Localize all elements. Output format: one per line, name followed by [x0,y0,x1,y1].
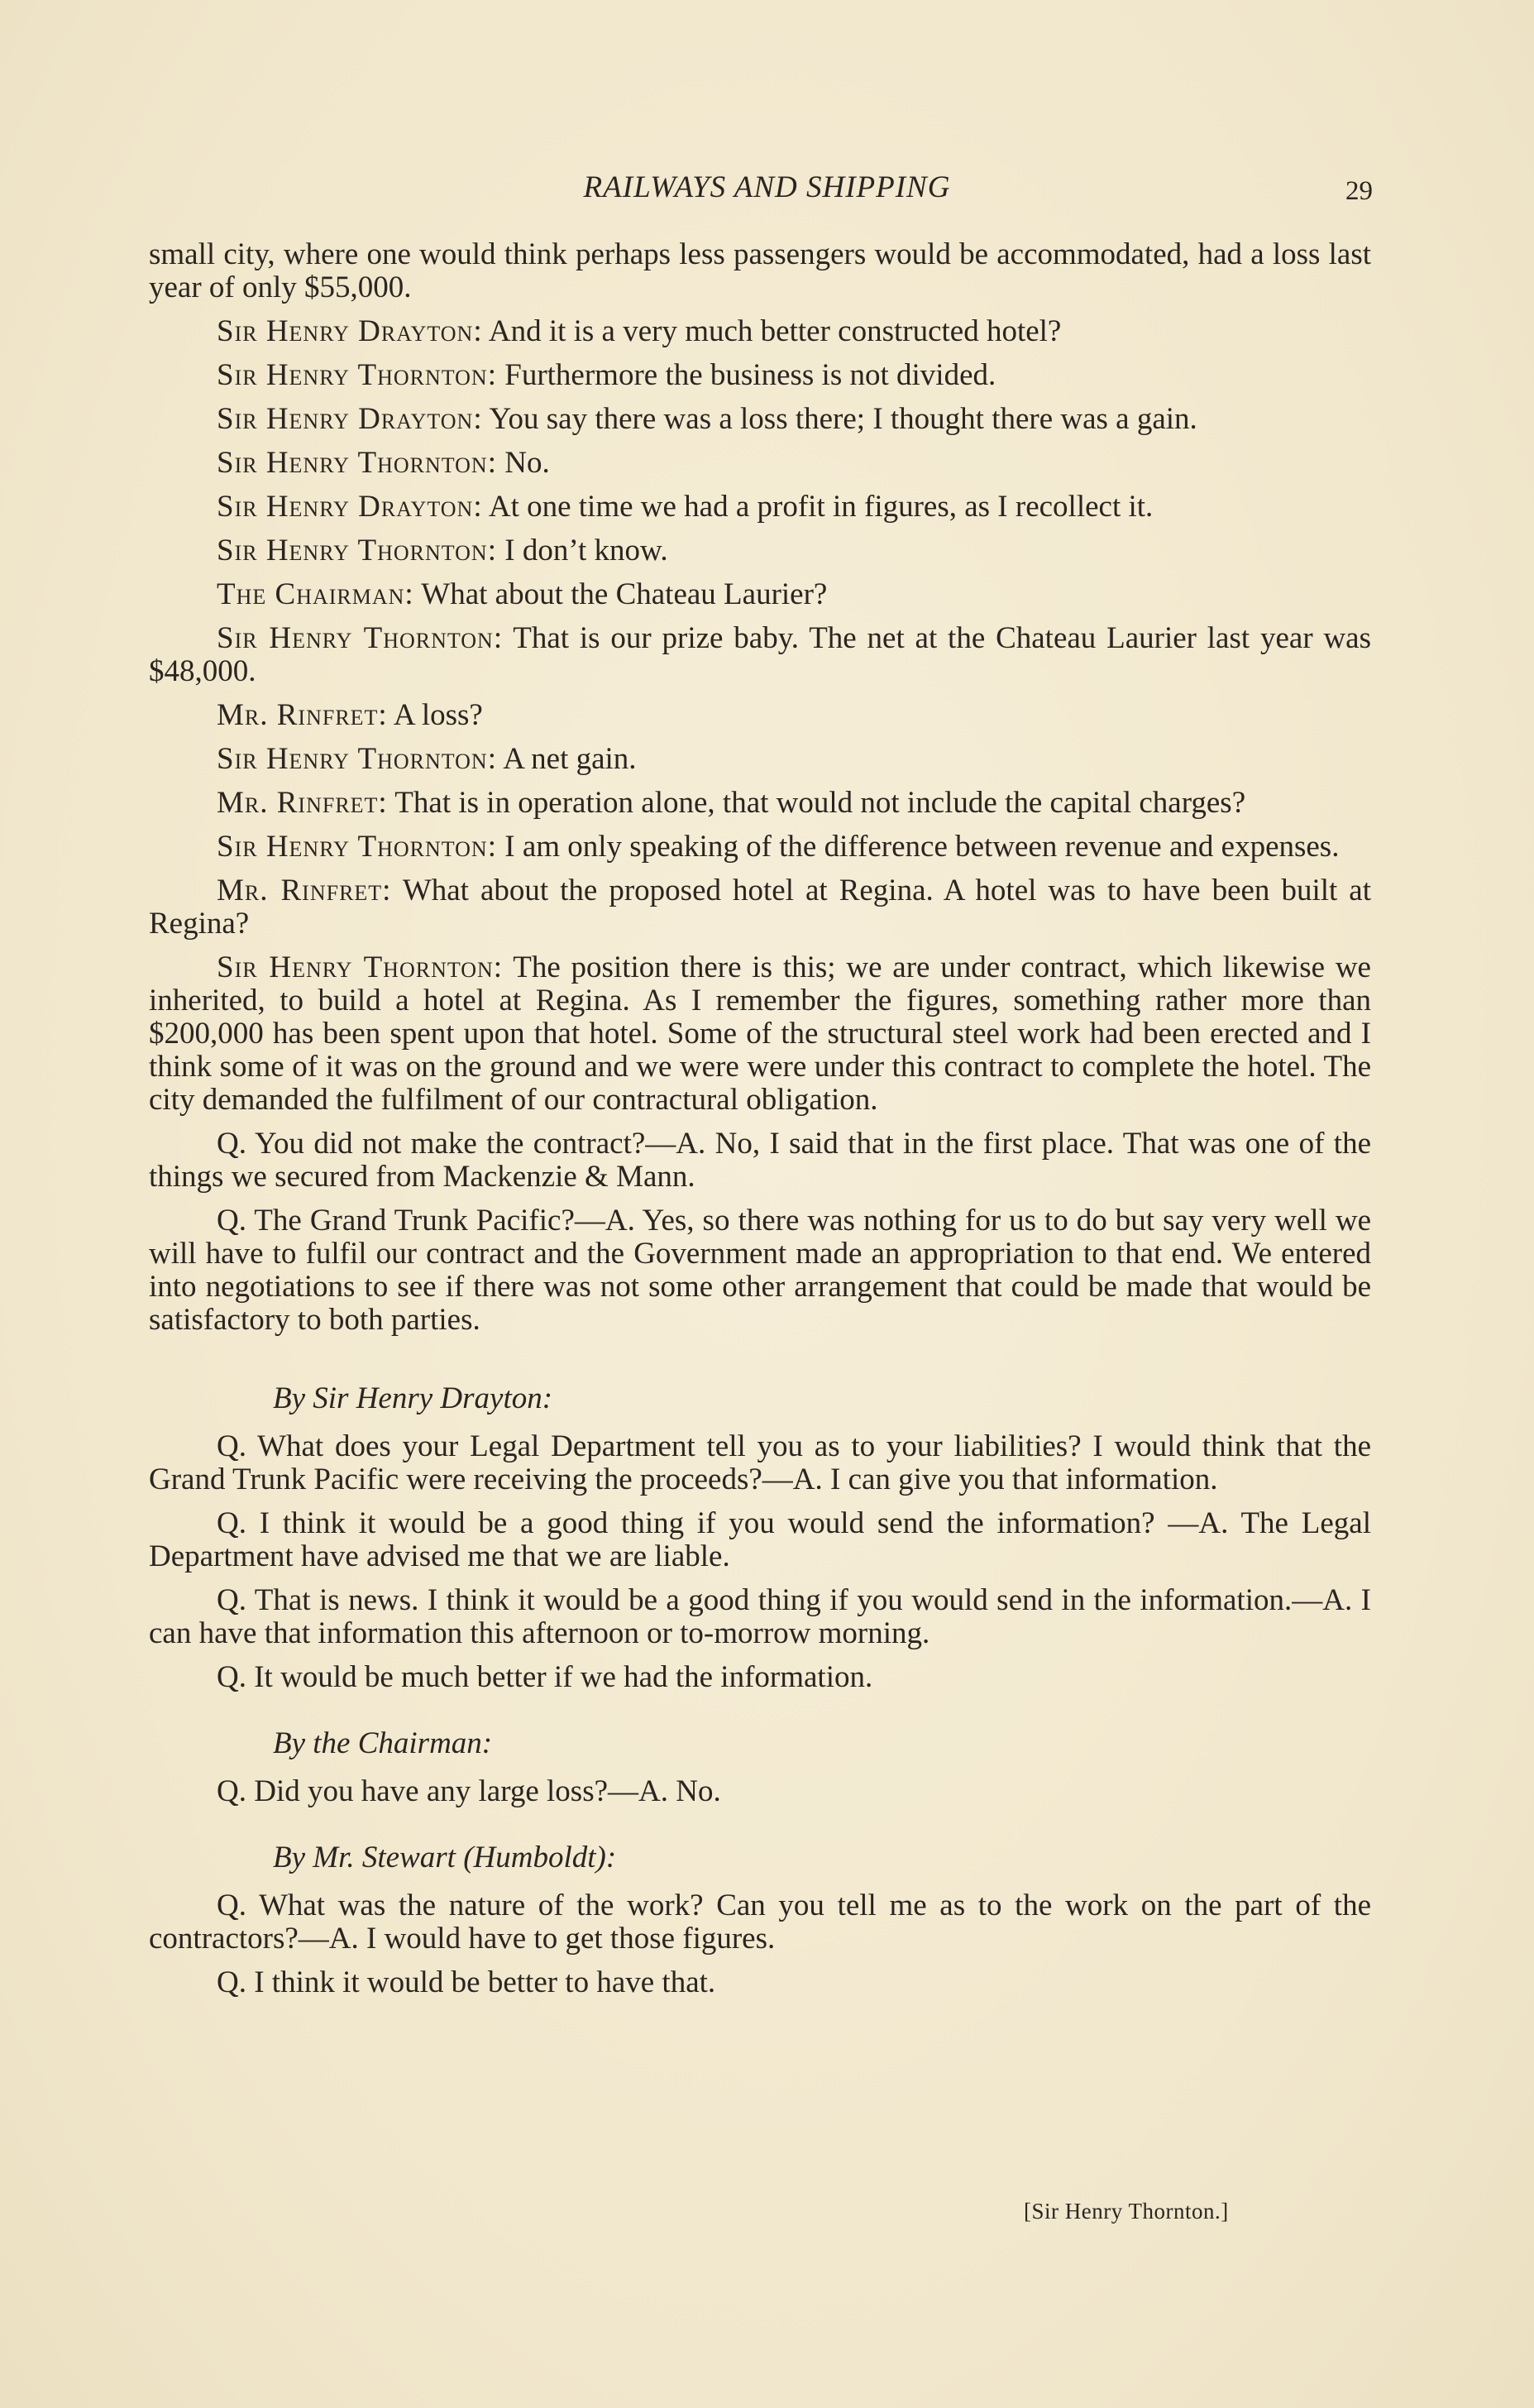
question-answer: Q. The Grand Trunk Pacific?—A. Yes, so there was nothing for us to do but say very well we will have to fulfil our contract and the Government made an appropriation to that end. We entered into negotiations to see if there was not some other arrangement that could be made that would be satisfactory to both parties. [149,1204,1371,1337]
paragraph: Sir Henry Drayton: You say there was a loss there; I thought there was a gain. [217,402,1197,436]
speaker-name: Sir Henry Thornton: [217,358,497,392]
question-answer: Q. What does your Legal Department tell you as to your liabilities? I would think that the Grand Trunk Pacific were receiving the proceeds?—A. I can give you that information. [149,1429,1371,1496]
section-byline: By Mr. Stewart (Humboldt): [273,1841,617,1874]
paragraph: Mr. Rinfret: What about the proposed hotel at Regina. A hotel was to have been built at Regina? [149,874,1371,941]
speaker-name: Sir Henry Thornton: [217,446,497,480]
paragraph: The Chairman: What about the Chateau Laurier? [217,577,828,611]
paragraph: Sir Henry Thornton: I am only speaking of the difference between revenue and expenses. [217,830,1340,864]
speaker-name: The Chairman: [217,577,414,611]
paragraph: Sir Henry Thornton: Furthermore the business is not divided. [217,358,996,392]
section-byline: By Sir Henry Drayton: [273,1381,553,1415]
speaker-name: Mr. Rinfret: [217,874,392,907]
paragraph: Sir Henry Thornton: I don’t know. [217,534,668,567]
question-answer: Q. You did not make the contract?—A. No, I said that in the first place. That was one of the things we secured from Mackenzie & Mann. [149,1127,1371,1194]
question-answer: Q. Did you have any large loss?—A. No. [217,1774,721,1808]
question-answer: Q. What was the nature of the work? Can you tell me as to the work on the part of the contractors?—A. I would have to get those figures. [149,1889,1371,1956]
page-number: 29 [1345,176,1373,206]
question-answer: Q. It would be much better if we had the information. [217,1660,873,1694]
question-answer: Q. I think it would be a good thing if you would send the information? —A. The Legal Department have advised me that we are liable. [149,1506,1371,1573]
paragraph: Sir Henry Thornton: That is our prize baby. The net at the Chateau Laurier last year was $48,000. [149,621,1371,688]
paragraph: Mr. Rinfret: That is in operation alone, that would not include the capital charges? [217,786,1246,820]
question-answer: Q. That is news. I think it would be a good thing if you would send in the information.—A. I can have that information this afternoon or to-morrow morning. [149,1583,1371,1650]
speaker-name: Sir Henry Thornton: [217,534,497,567]
footer-speaker-note: [Sir Henry Thornton.] [1024,2199,1229,2224]
paragraph: Sir Henry Drayton: At one time we had a profit in figures, as I recollect it. [217,490,1154,524]
paragraph: Sir Henry Thornton: A net gain. [217,742,637,776]
paragraph: Sir Henry Thornton: The position there is this; we are under contract, which likewise we inherited, to build a hotel at Regina. As I remember the figures, something rather more than $200,000 has been spent upon that hotel. Some of the structural steel work had been erected and I think some of it was on the ground and we were were under this contract to complete the hotel. The city demanded the fulfilment of our contractural obligation. [149,950,1371,1117]
page-body [149,238,1371,2010]
paragraph: Mr. Rinfret: A loss? [217,698,483,732]
speaker-name: Mr. Rinfret: [217,698,388,732]
speaker-name: Sir Henry Thornton: [217,742,497,776]
speaker-name: Sir Henry Drayton: [217,402,483,436]
speaker-name: Sir Henry Thornton: [217,621,504,655]
speaker-name: Sir Henry Drayton: [217,314,483,348]
question-answer: Q. I think it would be better to have that. [217,1965,716,1999]
paragraph: small city, where one would think perhaps less passengers would be accommodated, had a loss last year of only $55,000. [149,237,1371,304]
speaker-name: Sir Henry Drayton: [217,490,483,524]
speaker-name: Mr. Rinfret: [217,786,388,820]
paragraph: Sir Henry Thornton: No. [217,446,550,480]
speaker-name: Sir Henry Thornton: [217,950,504,984]
speaker-name: Sir Henry Thornton: [217,830,497,864]
running-head: RAILWAYS AND SHIPPING [583,170,951,204]
section-byline: By the Chairman: [273,1726,493,1760]
paragraph: Sir Henry Drayton: And it is a very much better constructed hotel? [217,314,1062,348]
